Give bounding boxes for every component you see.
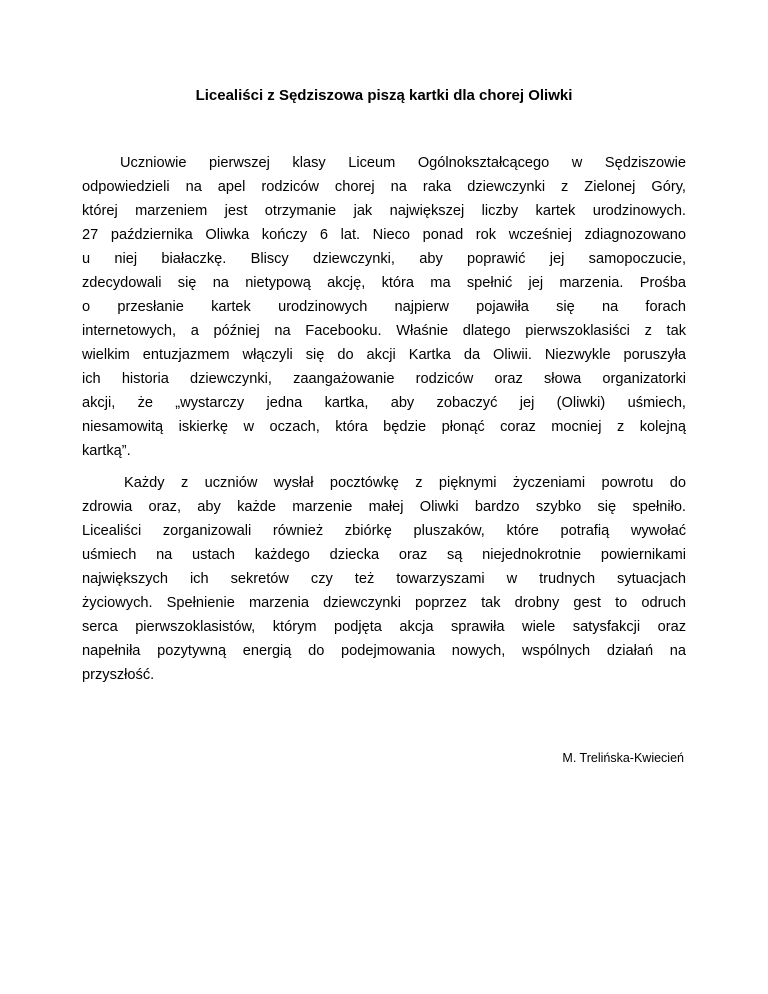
text-line: której marzeniem jest otrzymanie jak największej liczby kartek urodzinowych.: [82, 203, 686, 219]
text-line: kartką”.: [82, 443, 131, 459]
text-line: życiowych. Spełnienie marzenia dziewczynki poprzez tak drobny gest to odruch: [82, 595, 686, 611]
text-line: Każdy z uczniów wysłał pocztówkę z pięknymi życzeniami powrotu do: [124, 475, 686, 491]
text-line: największych ich sekretów czy też towarzyszami w trudnych sytuacjach: [82, 571, 686, 587]
article-body: [82, 151, 686, 687]
text-line: zdecydowali się na nietypową akcję, która ma spełnić jej marzenia. Prośba: [82, 275, 686, 291]
text-line: niesamowitą iskierkę w oczach, która będzie płonąć coraz mocniej z kolejną: [82, 419, 686, 435]
text-line: wielkim entuzjazmem włączyli się do akcji Kartka da Oliwii. Niezwykle poruszyła: [82, 347, 686, 363]
text-line: zdrowia oraz, aby każde marzenie małej Oliwki bardzo szybko się spełniło.: [82, 499, 686, 515]
text-line: akcji, że „wystarczy jedna kartka, aby zobaczyć jej (Oliwki) uśmiech,: [82, 395, 686, 411]
text-line: napełniła pozytywną energią do podejmowania nowych, wspólnych działań na: [82, 643, 686, 659]
paragraph-2: [82, 471, 686, 687]
author-signature: M. Trelińska-Kwiecień: [562, 751, 684, 765]
text-line: ich historia dziewczynki, zaangażowanie rodziców oraz słowa organizatorki: [82, 371, 686, 387]
text-line: Uczniowie pierwszej klasy Liceum Ogólnokształcącego w Sędziszowie: [120, 155, 686, 171]
text-line: u niej białaczkę. Bliscy dziewczynki, aby poprawić jej samopoczucie,: [82, 251, 686, 267]
text-line: serca pierwszoklasistów, którym podjęta akcja sprawiła wiele satysfakcji oraz: [82, 619, 686, 635]
text-line: 27 października Oliwka kończy 6 lat. Nieco ponad rok wcześniej zdiagnozowano: [82, 227, 686, 243]
text-line: uśmiech na ustach każdego dziecka oraz są niejednokrotnie powiernikami: [82, 547, 686, 563]
paragraph-1: [82, 151, 686, 463]
text-line: Licealiści zorganizowali również zbiórkę pluszaków, które potrafią wywołać: [82, 523, 686, 539]
document-title: Licealiści z Sędziszowa piszą kartki dla chorej Oliwki: [195, 87, 573, 104]
text-line: odpowiedzieli na apel rodziców chorej na raka dziewczynki z Zielonej Góry,: [82, 179, 686, 195]
text-line: internetowych, a później na Facebooku. Właśnie dlatego pierwszoklasiści z tak: [82, 323, 686, 339]
text-line: o przesłanie kartek urodzinowych najpierw pojawiła się na forach: [82, 299, 686, 315]
text-line: przyszłość.: [82, 667, 155, 683]
